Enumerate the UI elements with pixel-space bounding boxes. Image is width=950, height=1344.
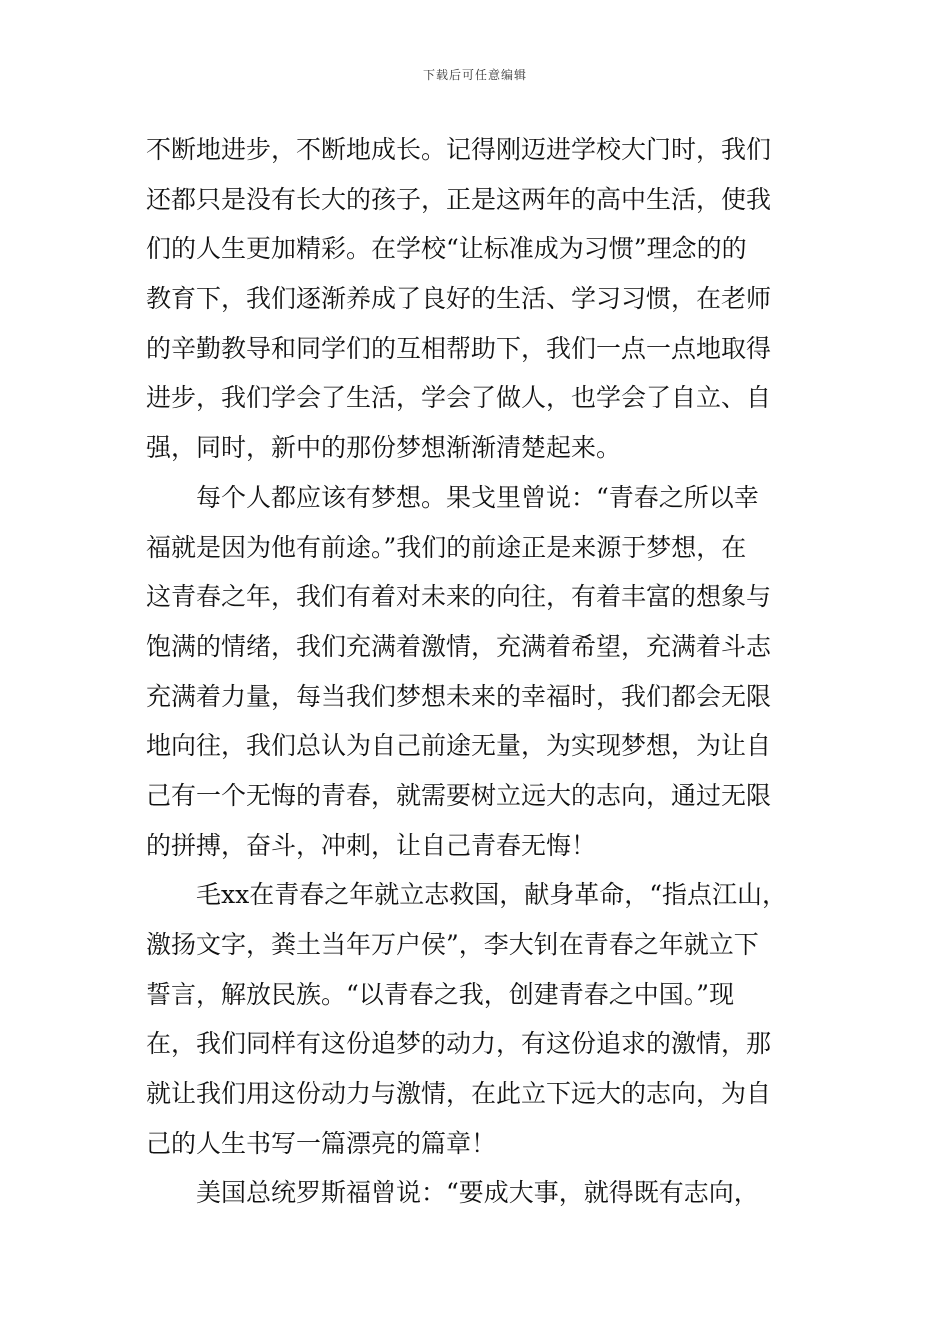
text-line: 充满着力量，每当我们梦想未来的幸福时，我们都会无限	[146, 681, 772, 711]
text-line: 这青春之年，我们有着对未来的向往，有着丰富的想象与	[146, 582, 772, 612]
text-line: 在，我们同样有这份追梦的动力，有这份追求的激情，那	[146, 1029, 772, 1059]
paragraph-start-line: 每个人都应该有梦想。果戈里曾说：“青春之所以幸	[196, 482, 759, 512]
text-line: 己有一个无悔的青春，就需要树立远大的志向，通过无限	[146, 780, 772, 810]
text-line: 己的人生书写一篇漂亮的篇章！	[146, 1128, 497, 1158]
paragraph-start-line: 美国总统罗斯福曾说：“要成大事，就得既有志向，	[196, 1178, 759, 1208]
paragraph-start-line: 毛xx在青春之年就立志救国，献身革命，“指点江山，	[196, 880, 787, 910]
text-line: 教育下，我们逐渐养成了良好的生活、学习习惯，在老师	[146, 284, 772, 314]
text-line: 的辛勤教导和同学们的互相帮助下，我们一点一点地取得	[146, 333, 772, 363]
text-line: 就让我们用这份动力与激情，在此立下远大的志向，为自	[146, 1079, 772, 1109]
text-line: 们的人生更加精彩。在学校“让标准成为习惯”理念的的	[146, 234, 747, 264]
text-line: 福就是因为他有前途。”我们的前途正是来源于梦想，在	[146, 532, 747, 562]
text-line: 的拼搏，奋斗，冲刺，让自己青春无悔！	[146, 830, 597, 860]
text-line: 不断地进步，不断地成长。记得刚迈进学校大门时，我们	[146, 135, 772, 164]
page-header: 下载后可任意编辑	[422, 68, 527, 82]
text-line: 地向往，我们总认为自己前途无量，为实现梦想，为让自	[146, 731, 772, 761]
text-line: 誓言，解放民族。“以青春之我，创建青春之中国。”现	[146, 979, 735, 1009]
text-line: 还都只是没有长大的孩子，正是这两年的高中生活，使我	[146, 184, 772, 214]
text-line: 进步，我们学会了生活，学会了做人，也学会了自立、自	[146, 383, 772, 413]
text-line: 激扬文字，粪土当年万户侯”，李大钊在青春之年就立下	[146, 930, 759, 959]
text-line: 饱满的情绪，我们充满着激情，充满着希望，充满着斗志	[146, 631, 772, 661]
text-line: 强，同时，新中的那份梦想渐渐清楚起来。	[146, 433, 622, 463]
body-text	[146, 125, 846, 1218]
